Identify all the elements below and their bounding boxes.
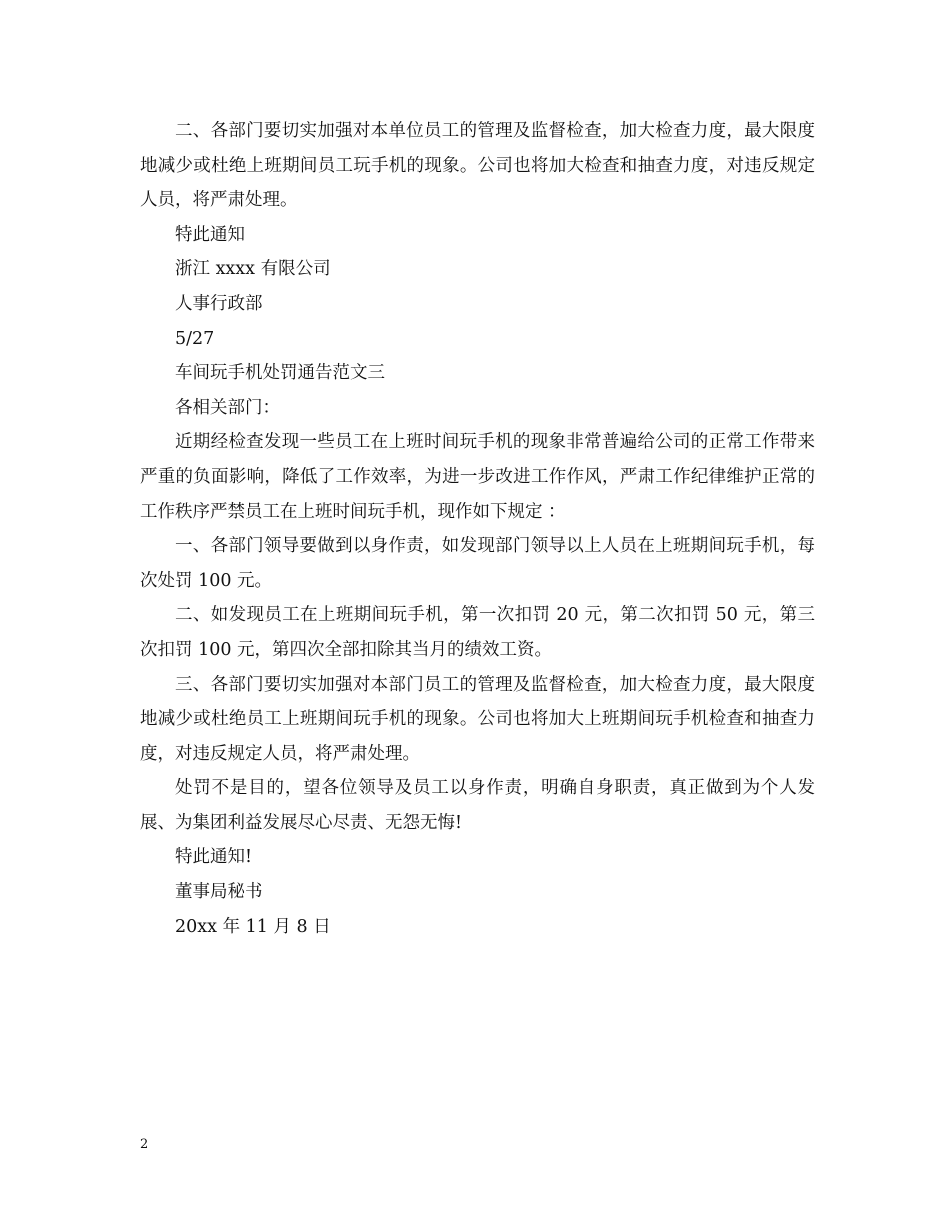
salutation: 各相关部门： (175, 397, 280, 418)
closing-notice-final: 特此通知! (175, 847, 253, 868)
page-number: 2 (140, 1137, 149, 1152)
signatory: 董事局秘书 (175, 882, 263, 903)
company-name: 浙江 xxxx 有限公司 (175, 259, 331, 280)
signature-date: 20xx 年 11 月 8 日 (175, 916, 331, 937)
document-body (140, 114, 815, 944)
department-name: 人事行政部 (175, 293, 263, 314)
paragraph-rule-three: 三、各部门要切实加强对本部门员工的管理及监督检查，加大检查力度，最大限度地减少或杜绝员工上班期间玩手机的现象。公司也将加大上班期间玩手机检查和抽查力度，对违反规定人员，将严肃处理。 (140, 674, 815, 764)
sample-title: 车间玩手机处罚通告范文三 (175, 363, 385, 384)
paragraph-conclusion: 处罚不是目的，望各位领导及员工以身作责，明确自身职责，真正做到为个人发展、为集团利益发展尽心尽责、无怨无悔! (140, 778, 815, 833)
paragraph-rule-two: 二、如发现员工在上班期间玩手机，第一次扣罚 20 元，第二次扣罚 50 元，第三次扣罚 100 元，第四次全部扣除其当月的绩效工资。 (140, 605, 815, 660)
paragraph-intro: 近期经检查发现一些员工在上班时间玩手机的现象非常普遍给公司的正常工作带来严重的负面影响，降低了工作效率，为进一步改进工作作风，严肃工作纪律维护正常的工作秩序严禁员工在上班时间玩手机，现作如下规定 ： (140, 432, 815, 522)
document-date: 5/27 (175, 328, 215, 349)
paragraph-section-two: 二、各部门要切实加强对本单位员工的管理及监督检查，加大检查力度，最大限度地减少或杜绝上班期间员工玩手机的现象。公司也将加大检查和抽查力度，对违反规定人员，将严肃处理。 (140, 121, 815, 211)
closing-notice: 特此通知 (175, 224, 245, 245)
paragraph-rule-one: 一、各部门领导要做到以身作责，如发现部门领导以上人员在上班期间玩手机，每次处罚 100 元。 (140, 536, 815, 591)
